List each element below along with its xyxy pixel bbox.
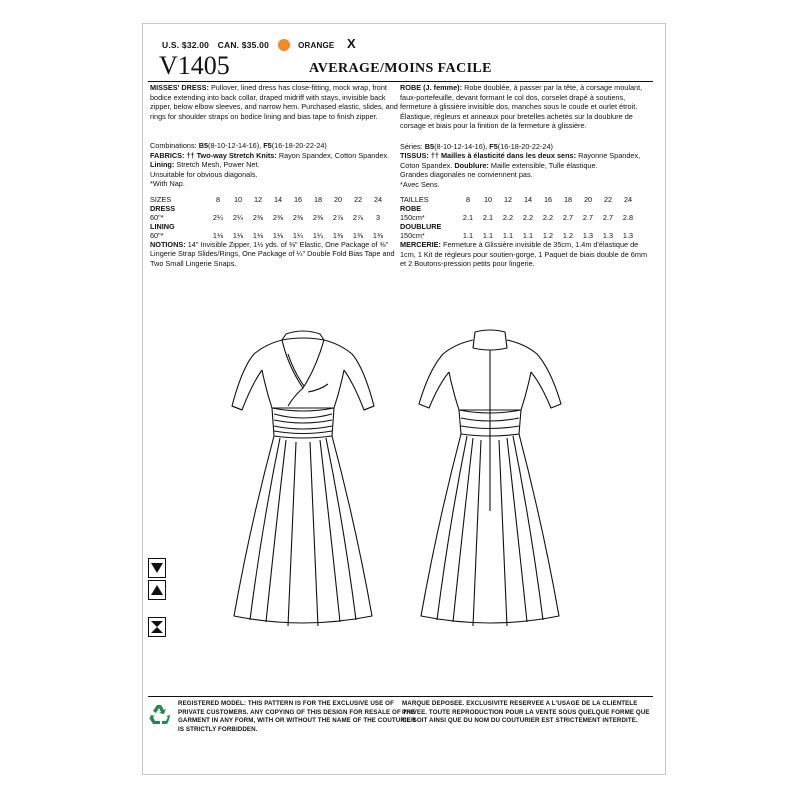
dress-row — [150, 204, 388, 213]
doublure-row-label: DOUBLURE — [400, 222, 442, 231]
sizes-row-cell: 12 — [253, 194, 263, 204]
doublure-metrage-row-cell: 1.1 — [482, 231, 494, 240]
mercerie-label: MERCERIE: — [400, 240, 441, 249]
series-label: Séries: — [400, 141, 423, 151]
top-rule — [148, 81, 653, 82]
lining-row-cell — [208, 222, 228, 231]
triangle-down-icon — [148, 558, 166, 578]
mercerie-fr — [400, 240, 650, 269]
lining-row — [150, 222, 388, 231]
sizes-row-cell: 16 — [293, 194, 303, 204]
price-line — [162, 36, 362, 52]
lining-yardage-row-cell: 1⅜ — [352, 230, 364, 240]
sizes-row — [150, 195, 388, 204]
lining-yardage-row-cell: 1⅜ — [372, 230, 384, 240]
description-text-fr: Robe doublée, à passer par la tête, à corsage moulant, faux-portefeuille, devant formant le col dos, corselet drapé à soutiens, fermeture à glissière invisible dos, manches sous le coude et ourlet étroit. Élastique, régleurs et anneaux pour bretelles achetés sur la doublure de corsage et biais pour la finition de la fermeture à glissière. — [400, 83, 643, 130]
robe-row-cell — [578, 204, 598, 213]
sizes-row-cell: 24 — [373, 194, 383, 204]
doublure-metrage-row-cell: 1.3 — [582, 231, 594, 240]
description-fr — [400, 83, 650, 131]
lining-yardage-row-cell: 1¼ — [312, 230, 324, 240]
dress-row-label: DRESS — [150, 203, 176, 213]
doublure-row-cell — [618, 222, 638, 231]
doublure-label: Doublure: — [454, 160, 489, 170]
robe-row-cell — [558, 204, 578, 213]
tissus-fr — [400, 151, 650, 170]
doublure-metrage-row-cell: 1.2 — [562, 231, 574, 240]
footer-fr-text: EXCLUSIVITE RESERVEE A L'USAGE DE LA CLIENTELE PRIVEE. TOUTE REPRODUCTION POUR LA VENTE SOUS QUELQUE FORME QUE CE SOIT AINSI QUE DU NOM DU COUTURIER EST STRICTEMENT INTERDITE. — [402, 700, 650, 725]
tailles-row-cell: 18 — [563, 195, 573, 204]
layout-symbols — [148, 558, 166, 639]
difficulty-level: AVERAGE/MOINS FACILE — [309, 61, 492, 76]
robe-metrage-row-cell: 2.2 — [542, 213, 554, 222]
dress-yardage-row-cell: 3 — [375, 212, 381, 222]
doublure-row-cell — [538, 222, 558, 231]
doublure-metrage-row-cell: 1.3 — [622, 231, 634, 240]
tissus-knits: †† Mailles à élasticité dans les deux sens: — [430, 151, 577, 160]
fabrics-en — [150, 151, 400, 170]
dress-row-cell — [348, 204, 368, 213]
robe-metrage-row-cell: 2.7 — [562, 213, 574, 222]
triangle-up-icon — [148, 580, 166, 600]
dress-yardage-row-cell: 2⅜ — [252, 212, 264, 222]
serie-f5: F5 — [489, 141, 498, 151]
sizes-row-cell: 14 — [273, 194, 283, 204]
robe-metrage-row-cell: 2.1 — [482, 213, 494, 222]
robe-metrage-row-cell: 2.7 — [602, 213, 614, 222]
sizes-row-cell: 18 — [313, 194, 323, 204]
dress-row-cell — [328, 204, 348, 213]
hourglass-icon — [148, 617, 166, 637]
robe-row-cell — [518, 204, 538, 213]
doublure-metrage-row-cell: 1.3 — [602, 231, 614, 240]
lining-yardage-row-label: 60"* — [150, 230, 164, 240]
tailles-row-label: TAILLES — [400, 195, 429, 204]
mercerie-text: Fermeture à Glissière invisible de 35cm, 1.4m d'élastique de 1cm, 1 Kit de régleurs pour soutien-gorge, 1 Paquet de biais double de 6mm et 2 Boutons-pression petits pour lingerie. — [400, 240, 648, 268]
description-title-fr: ROBE (J. femme): — [400, 83, 463, 92]
doublure-row-cell — [598, 222, 618, 231]
doublure-row-cell — [558, 222, 578, 231]
pattern-number: V1405 — [159, 51, 230, 80]
diagonals-note: Grandes diagonales ne conviennent pas. — [400, 170, 533, 179]
dress-yardage-row-cell: 2¼ — [232, 212, 244, 222]
dress-row-cell — [308, 204, 328, 213]
english-column — [150, 83, 400, 268]
lining-row-cell — [328, 222, 348, 231]
dress-front-illustration — [228, 326, 378, 666]
footer-en-text: THIS PATTERN IS FOR THE EXCLUSIVE USE OF PRIVATE CUSTOMERS. ANY COPYING OF THIS DESIGN FOR RESALE OF THE GARMENT IN ANY FORM, WITH OR WITHOUT THE NAME OF THE COUTURIER IS STRICTLY FORBIDDEN. — [178, 700, 416, 733]
robe-row-cell — [458, 204, 478, 213]
robe-metrage-row-cell: 2.2 — [522, 213, 534, 222]
dress-yardage-row-cell: 2⅞ — [352, 212, 364, 222]
lining-yardage-row-cell: 1⅛ — [232, 230, 244, 240]
combo-b5-sizes: (8-10-12-14-16), — [208, 141, 262, 150]
dress-yardage-row-cell: 2⅜ — [292, 212, 304, 222]
lining-row-cell — [268, 222, 288, 231]
doublure-row-cell — [458, 222, 478, 231]
fabrics-label: FABRICS: — [150, 150, 185, 160]
description-en — [150, 83, 400, 121]
description-title-en: MISSES' DRESS: — [150, 83, 209, 92]
fabrics-text: Rayon Spandex, Cotton Spandex. — [278, 150, 390, 160]
robe-metrage-row-cell: 2.1 — [462, 213, 474, 222]
x-mark: X — [347, 36, 356, 51]
color-dot-icon — [278, 39, 290, 51]
serie-f5-sizes: (16-18-20-22-24) — [497, 141, 553, 151]
serie-b5: B5 — [424, 141, 435, 151]
robe-row-cell — [498, 204, 518, 213]
doublure-row-cell — [578, 222, 598, 231]
sizes-row-cell: 10 — [233, 194, 243, 204]
lining-row-cell — [308, 222, 328, 231]
robe-row-cell — [598, 204, 618, 213]
tissus-text: Rayonne Spandex, Coton Spandex. — [400, 151, 641, 170]
sizes-row-cell: 20 — [333, 194, 343, 204]
fabrics-knits: †† Two-way Stretch Knits: — [186, 150, 277, 160]
doublure-row-cell — [498, 222, 518, 231]
sens-note: *Avec Sens. — [400, 179, 440, 189]
tailles-row-cell: 12 — [503, 195, 513, 204]
lining-yardage-row-cell: 1¼ — [292, 230, 304, 240]
tailles-row-cell: 20 — [583, 195, 593, 204]
doublure-metrage-row-cell: 1.1 — [462, 231, 474, 240]
doublure-row-cell — [518, 222, 538, 231]
footer-en — [178, 700, 418, 734]
robe-row-cell — [618, 204, 638, 213]
lining-row-cell — [288, 222, 308, 231]
dress-yardage-row-cell: 2⅜ — [312, 212, 324, 222]
footer-en-label: REGISTERED MODEL: — [178, 700, 247, 707]
color-name: ORANGE — [298, 41, 335, 50]
lining-row-cell — [228, 222, 248, 231]
dress-yardage-row-cell: 2⅞ — [332, 212, 344, 222]
lining-text: Stretch Mesh, Power Net. — [176, 160, 260, 169]
lining-yardage-row-cell: 1⅛ — [252, 230, 264, 240]
footer-fr-label: MARQUE DEPOSEE. — [402, 700, 465, 707]
dress-yardage-row-label: 60"* — [150, 212, 164, 222]
lining-label: Lining: — [150, 160, 175, 169]
yardage-table-en — [150, 195, 388, 240]
us-price: U.S. $32.00 — [162, 40, 210, 50]
notions-text: 14" Invisible Zipper, 1½ yds. of ⅜" Elastic, One Package of ⅜" Lingerie Strap Slides/Rings, One Package of ¼" Double Fold Bias Tape and Two Small Lingerie Snaps. — [150, 239, 395, 268]
sizes-row-label: SIZES — [150, 194, 172, 204]
lining-row-label: LINING — [150, 221, 175, 231]
doublure-row-cell — [478, 222, 498, 231]
tissus-label: TISSUS: — [400, 151, 429, 160]
robe-metrage-row-cell: 2.2 — [502, 213, 514, 222]
dress-row-cell — [208, 204, 228, 213]
combinations-en — [150, 141, 400, 151]
robe-row-cell — [538, 204, 558, 213]
french-column — [400, 83, 650, 269]
metrage-table-fr — [400, 195, 638, 240]
dress-back-illustration — [415, 326, 565, 666]
combo-b5: B5 — [198, 141, 209, 150]
doublure-metrage-row-cell: 1.1 — [522, 231, 534, 240]
lining-yardage-row-cell: 1⅜ — [332, 230, 344, 240]
doublure-metrage-row-cell: 1.1 — [502, 231, 514, 240]
dress-yardage-row — [150, 213, 388, 222]
robe-metrage-row-cell: 2.7 — [582, 213, 594, 222]
doublure-text: Maille extensible, Tulle élastique. — [490, 160, 598, 170]
serie-b5-sizes: (8-10-12-14-16), — [434, 141, 488, 151]
tailles-row-cell: 16 — [543, 195, 553, 204]
lining-row-cell — [248, 222, 268, 231]
lining-row-cell — [368, 222, 388, 231]
footer-fr — [402, 700, 652, 726]
robe-row-label: ROBE — [400, 204, 422, 213]
robe-row-cell — [478, 204, 498, 213]
description-text-en: Pullover, lined dress has close-fitting, mock wrap, front bodice extending into back collar, draped midriff with stays, invisible back zipper, below elbow sleeves, and narrow hem. Purchased elastic, slides, and rings for shoulder straps on bodice lining and bias tape to finish zipper. — [150, 83, 398, 121]
tailles-row-cell: 24 — [623, 195, 633, 204]
doublure-metrage-row-cell: 1.2 — [542, 231, 554, 240]
dress-yardage-row-cell: 2¼ — [212, 212, 224, 222]
can-price: CAN. $35.00 — [217, 40, 269, 50]
sizes-row-cell: 8 — [215, 194, 221, 204]
tailles-row-cell: 14 — [523, 195, 533, 204]
doublure-metrage-row — [400, 231, 638, 240]
robe-metrage-row — [400, 213, 638, 222]
sizes-row-cell: 22 — [353, 194, 363, 204]
robe-metrage-row-label: 150cm* — [400, 213, 425, 222]
notions-en — [150, 240, 400, 269]
bottom-rule — [148, 696, 653, 697]
dress-yardage-row-cell: 2⅜ — [272, 212, 284, 222]
robe-row — [400, 204, 638, 213]
robe-metrage-row-cell: 2.8 — [622, 213, 634, 222]
dress-row-cell — [268, 204, 288, 213]
combo-f5: F5 — [263, 141, 272, 150]
notions-label: NOTIONS: — [150, 239, 186, 249]
nap-note: *With Nap. — [150, 179, 185, 188]
combinations-label: Combinations: — [150, 141, 197, 150]
unsuitable-note: Unsuitable for obvious diagonals. — [150, 169, 258, 179]
lining-yardage-row — [150, 231, 388, 240]
doublure-row — [400, 222, 638, 231]
tailles-row-cell: 10 — [483, 195, 493, 204]
dress-row-cell — [248, 204, 268, 213]
tailles-row-cell: 8 — [465, 195, 471, 204]
lining-yardage-row-cell: 1⅛ — [212, 230, 224, 240]
dress-row-cell — [368, 204, 388, 213]
series-fr — [400, 142, 650, 152]
recycle-icon — [148, 703, 170, 725]
doublure-metrage-row-label: 150cm* — [400, 231, 425, 240]
combo-f5-sizes: (16-18-20-22-24) — [271, 141, 327, 150]
dress-row-cell — [228, 204, 248, 213]
dress-row-cell — [288, 204, 308, 213]
lining-row-cell — [348, 222, 368, 231]
tailles-row-cell: 22 — [603, 195, 613, 204]
lining-yardage-row-cell: 1⅛ — [272, 230, 284, 240]
tailles-row — [400, 195, 638, 204]
